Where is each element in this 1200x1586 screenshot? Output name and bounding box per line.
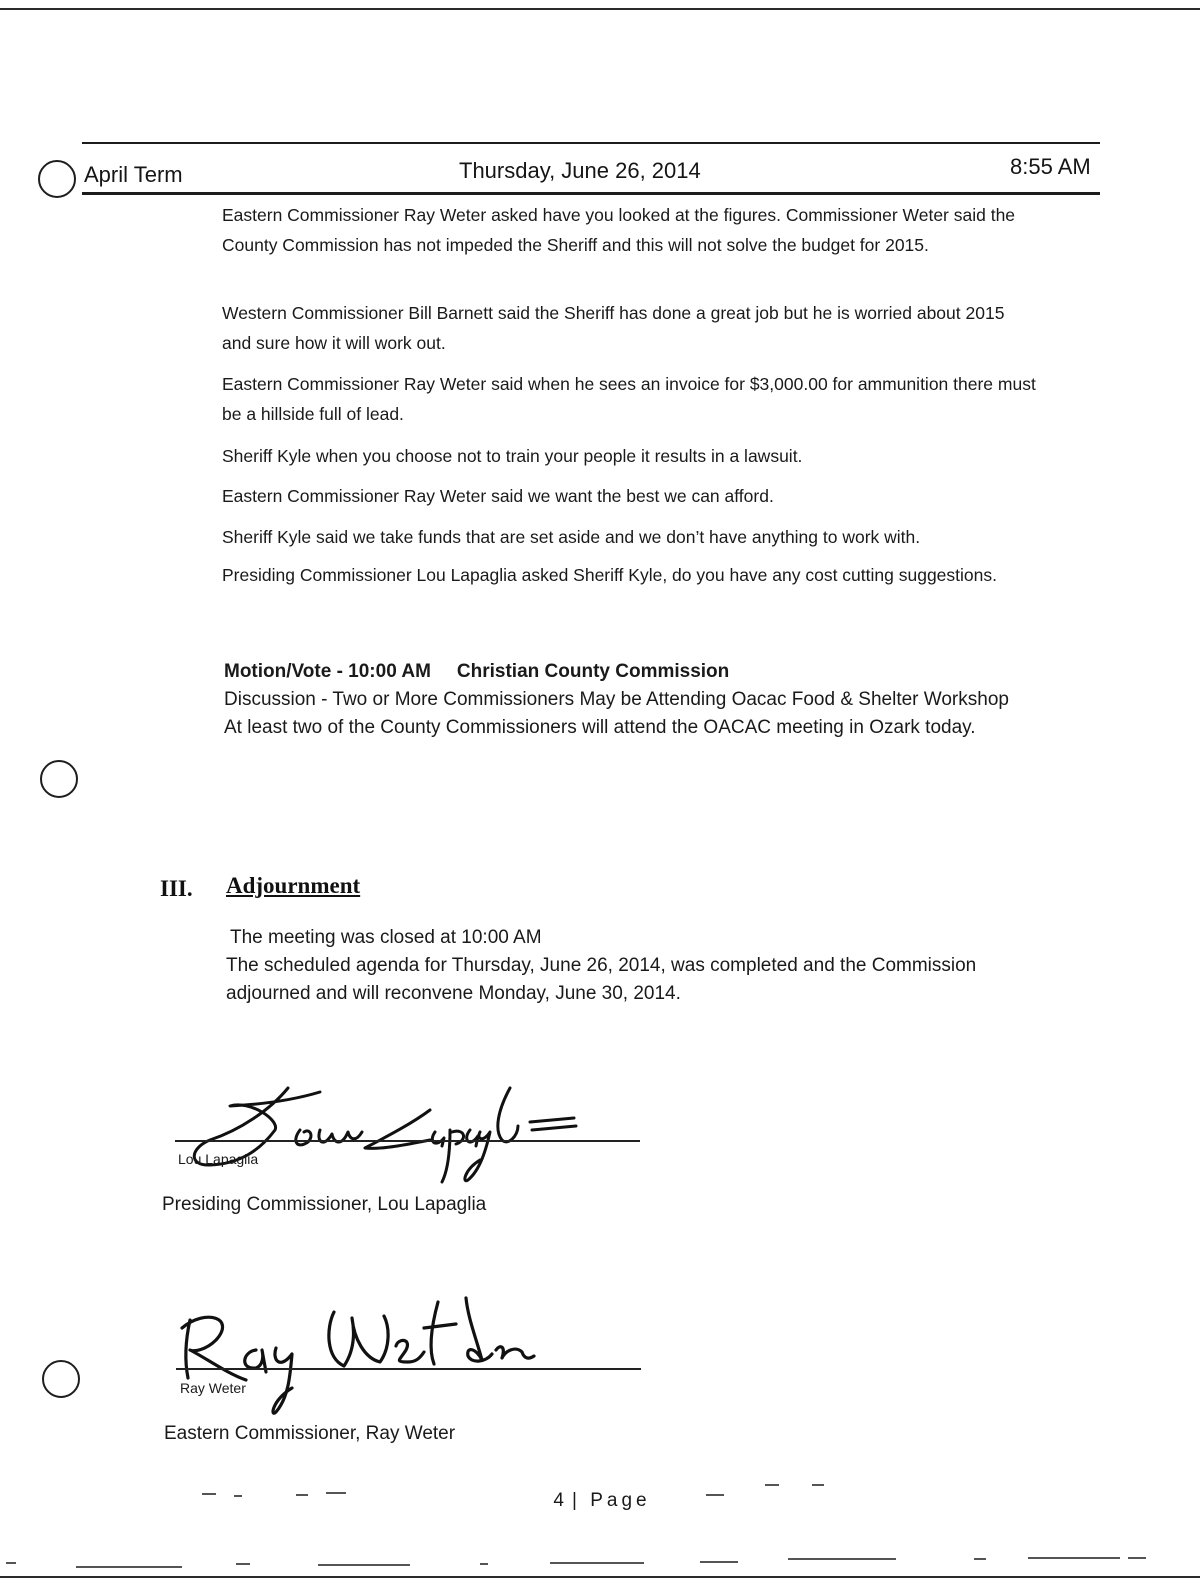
page-top-border [0,8,1200,10]
header-time: 8:55 AM [1010,154,1091,179]
scan-artifact [318,1564,410,1566]
scan-artifact [296,1494,308,1496]
motion-label: Motion/Vote - 10:00 AM [224,661,431,682]
paragraph-kyle-training: Sheriff Kyle when you choose not to train your people it results in a lawsuit. [222,446,803,466]
motion-discussion: Discussion - Two or More Commissioners May be Attending Oacac Food & Shelter Workshop [224,689,1009,710]
header-term: April Term [84,162,183,187]
page-number: 4 [553,1490,568,1511]
scan-artifact [706,1494,724,1496]
signature-lou-lapaglia [180,1070,600,1190]
scan-artifact [788,1558,896,1560]
punch-hole-top [38,160,76,198]
page-footer [0,1490,1200,1512]
header-date: Thursday, June 26, 2014 [459,158,701,183]
header-rule-top [82,142,1100,144]
paragraph-lapaglia-question: Presiding Commissioner Lou Lapaglia asked Sheriff Kyle, do you have any cost cutting suggestions. [222,565,997,585]
paragraph-weter-afford: Eastern Commissioner Ray Weter said we want the best we can afford. [222,486,774,506]
scan-artifact [765,1484,779,1486]
adjournment-closed: The meeting was closed at 10:00 AM [230,927,542,948]
motion-heading [224,658,1039,686]
scan-artifact [550,1562,644,1564]
scan-artifact [974,1558,986,1560]
scan-artifact [700,1561,738,1563]
signature-ray-weter [176,1288,576,1418]
scan-artifact [1128,1557,1146,1559]
adjournment-heading: Adjournment [226,873,361,898]
motion-outcome: At least two of the County Commissioners will attend the OACAC meeting in Ozark today. [224,717,976,738]
motion-body: Christian County Commission [456,661,730,682]
adjournment-summary: The scheduled agenda for Thursday, June 26, 2014, was completed and the Commission adjourned and will reconvene Monday, June 30, 2014. [226,955,977,1004]
scan-artifact [480,1563,488,1565]
scan-artifact [1028,1557,1120,1559]
signature-caption-1: Lou Lapaglia [178,1151,259,1167]
punch-hole-middle [40,760,78,798]
paragraph-weter-ammunition: Eastern Commissioner Ray Weter said when he sees an invoice for $3,000.00 for ammunition there must be a hillside full of lead. [222,374,1036,424]
adjournment-body [226,924,1056,1008]
scan-artifact [326,1492,346,1494]
signature-line-2 [176,1368,641,1370]
scan-artifact [202,1493,216,1495]
signer-title-1: Presiding Commissioner, Lou Lapaglia [162,1194,487,1215]
scan-artifact [6,1562,16,1564]
paragraph-kyle-funds: Sheriff Kyle said we take funds that are set aside and we don’t have anything to work with. [222,527,921,547]
paragraph-barnett: Western Commissioner Bill Barnett said the Sheriff has done a great job but he is worried about 2015 and sure how it will work out. [222,303,1005,353]
paragraph-weter-figures: Eastern Commissioner Ray Weter asked have you looked at the figures. Commissioner Weter said the County Commission has not impeded the Sheriff and this will not solve the budget for 2015. [222,205,1016,255]
scan-artifact [236,1563,250,1565]
signature-line-1 [175,1140,640,1142]
signer-title-2: Eastern Commissioner, Ray Weter [164,1423,456,1444]
header-rule-bottom [82,192,1100,195]
motion-section [224,658,1039,742]
scan-artifact [234,1495,242,1497]
scan-artifact [812,1484,824,1486]
scan-artifact [76,1566,182,1568]
signature-caption-2: Ray Weter [180,1380,246,1396]
punch-hole-bottom [42,1360,80,1398]
page-bottom-border [0,1576,1200,1578]
adjournment-numeral: III. [160,876,193,901]
page-label: | Page [571,1490,651,1511]
